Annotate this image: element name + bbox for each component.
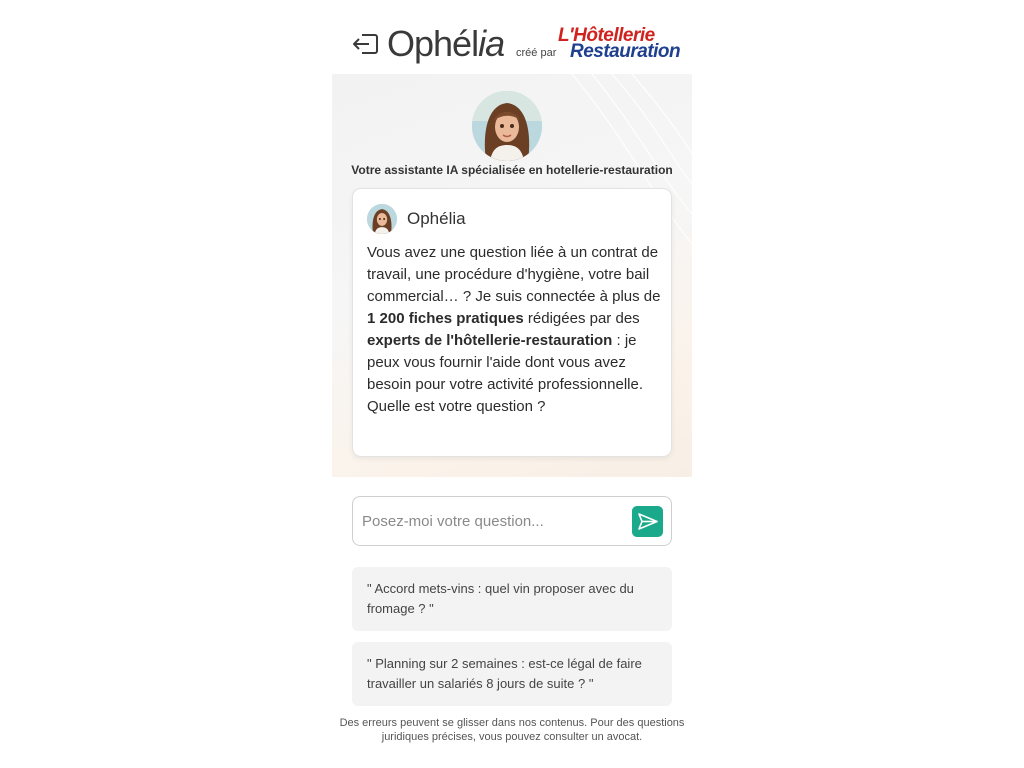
app-logo: [387, 22, 504, 66]
suggestion-chip[interactable]: " Accord mets-vins : quel vin proposer avec du fromage ? ": [352, 567, 672, 631]
chat-app: [332, 0, 692, 768]
message-text: [367, 242, 663, 418]
partner-logo-line2: Restauration: [570, 41, 681, 62]
logout-arrow-icon: [350, 30, 380, 58]
message-bold-part: experts de l'hôtellerie-restauration: [367, 332, 613, 349]
welcome-message-card: [352, 188, 672, 457]
header: [332, 0, 692, 74]
disclaimer-text: Des erreurs peuvent se glisser dans nos contenus. Pour des questions juridiques précises, vous pouvez consulter un avocat.: [339, 717, 685, 743]
message-text-part: : je peux vous fournir l'aide dont vous avez besoin pour votre activité professionnelle. Quelle est votre question ?: [367, 332, 643, 415]
back-button[interactable]: [350, 30, 380, 58]
assistant-tagline: Votre assistante IA spécialisée en hotellerie-restauration: [351, 163, 673, 177]
brand-ia: ia: [478, 23, 505, 64]
send-button[interactable]: [632, 506, 663, 537]
message-text-part: Vous avez une question liée à un contrat de travail, une procédure d'hygiène, votre bail commercial… ? Je suis connectée à plus de: [367, 244, 661, 305]
sender-name: Ophélia: [407, 209, 466, 228]
question-input[interactable]: [362, 509, 622, 533]
sender-avatar: [367, 204, 397, 234]
partner-logo-line1: L'Hôtellerie: [558, 25, 655, 46]
paper-plane-icon: [632, 506, 663, 537]
partner-logo[interactable]: [558, 25, 681, 62]
message-bold-part: 1 200 fiches pratiques: [367, 310, 524, 327]
assistant-avatar: [472, 91, 542, 161]
hero-section: [332, 74, 692, 477]
created-by-label: créé par: [516, 47, 557, 59]
brand-main: Ophél: [387, 23, 479, 64]
question-input-box: [352, 496, 672, 546]
suggestion-chip[interactable]: " Planning sur 2 semaines : est-ce légal de faire travailler un salariés 8 jours de suite ? ": [352, 642, 672, 706]
message-text-part: rédigées par des: [523, 310, 640, 327]
